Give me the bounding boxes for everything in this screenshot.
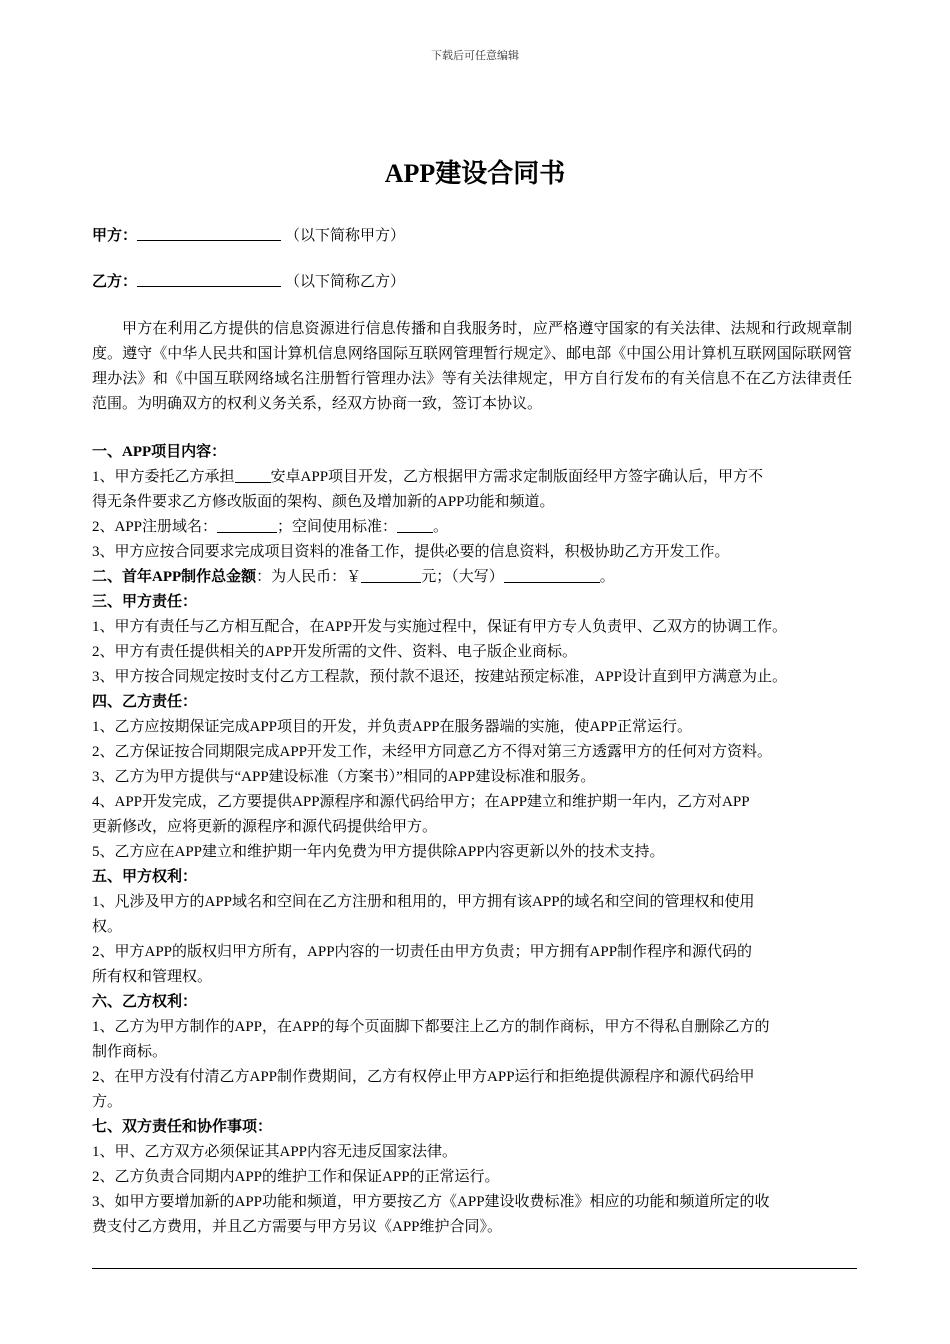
- section-7-item-3-cont: 费支付乙方费用，并且乙方需要与甲方另议《APP维护合同》。: [92, 1219, 503, 1235]
- party-a-line: [92, 224, 405, 247]
- fill-blank: [235, 465, 271, 483]
- text-span: 。: [599, 569, 615, 585]
- section-3-item-1: 1、甲方有责任与乙方相互配合，在APP开发与实施过程中，保证有甲方专人负责甲、乙双方的协调工作。: [92, 619, 788, 635]
- section-7-heading: 七、双方责任和协作事项：: [92, 1119, 273, 1135]
- section-2-heading: 二、首年APP制作总金额: [92, 569, 257, 585]
- space-blank: [397, 515, 433, 533]
- text-span: ；空间使用标准：: [277, 519, 398, 535]
- section-6-item-1: 1、乙方为甲方制作的APP，在APP的每个页面脚下都要注上乙方的制作商标，甲方不得私自删除乙方的: [92, 1019, 770, 1035]
- section-2-line: [92, 565, 867, 590]
- header-note: 下载后可任意编辑: [431, 50, 519, 62]
- party-a-blank: [137, 224, 281, 241]
- text-span: 。: [433, 519, 449, 535]
- section-6-heading: 六、乙方权利：: [92, 994, 198, 1010]
- section-1-item-1-cont: 得无条件要求乙方修改版面的架构、颜色及增加新的APP功能和频道。: [92, 494, 555, 510]
- section-6-item-2: 2、在甲方没有付清乙方APP制作费期间，乙方有权停止甲方APP运行和拒绝提供源程序和源代码给甲: [92, 1069, 755, 1085]
- footer-divider: [92, 1268, 857, 1269]
- section-4-item-1: 1、乙方应按期保证完成APP项目的开发，并负责APP在服务器端的实施，使APP正常运行。: [92, 719, 693, 735]
- amount-words-blank: [504, 565, 600, 583]
- text-span: 1、甲方委托乙方承担: [92, 469, 235, 485]
- section-1-heading: 一、APP项目内容：: [92, 444, 227, 460]
- section-4-item-4: 4、APP开发完成，乙方要提供APP源程序和源代码给甲方；在APP建立和维护期一年内，乙方对APP: [92, 794, 750, 810]
- section-1-item-2: [92, 515, 867, 540]
- section-7-item-3: 3、如甲方要增加新的APP功能和频道，甲方要按乙方《APP建设收费标准》相应的功能和频道所定的收: [92, 1194, 770, 1210]
- section-3-heading: 三、甲方责任：: [92, 594, 198, 610]
- section-1-item-1: [92, 465, 867, 490]
- section-1-item-3: 3、甲方应按合同要求完成项目资料的准备工作，提供必要的信息资料，积极协助乙方开发工作。: [92, 544, 730, 560]
- section-3-item-3: 3、甲方按合同规定按时支付乙方工程款，预付款不退还，按建站预定标准，APP设计直到甲方满意为止。: [92, 669, 788, 685]
- party-b-line: [92, 270, 405, 293]
- section-4-item-3: 3、乙方为甲方提供与“APP建设标准（方案书）”相同的APP建设标准和服务。: [92, 769, 596, 785]
- section-6-item-1-cont: 制作商标。: [92, 1044, 168, 1060]
- section-6-item-2-cont: 方。: [92, 1094, 123, 1110]
- section-5-item-1: 1、凡涉及甲方的APP域名和空间在乙方注册和租用的，甲方拥有该APP的域名和空间的管理权和使用: [92, 894, 755, 910]
- document-title: APP建设合同书: [384, 159, 566, 188]
- section-5-item-2: 2、甲方APP的版权归甲方所有，APP内容的一切责任由甲方负责；甲方拥有APP制作程序和源代码的: [92, 944, 753, 960]
- section-4-item-2: 2、乙方保证按合同期限完成APP开发工作，未经甲方同意乙方不得对第三方透露甲方的任何对方资料。: [92, 744, 773, 760]
- section-7-item-1: 1、甲、乙方双方必须保证其APP内容无违反国家法律。: [92, 1144, 458, 1160]
- party-b-note: （以下简称乙方）: [285, 274, 406, 290]
- party-b-label: 乙方：: [92, 274, 138, 290]
- text-span: ：为人民币：￥: [256, 569, 362, 585]
- section-5-heading: 五、甲方权利：: [92, 869, 198, 885]
- domain-blank: [217, 515, 277, 533]
- section-4-heading: 四、乙方责任：: [92, 694, 198, 710]
- preamble-paragraph: 甲方在利用乙方提供的信息资源进行信息传播和自我服务时，应严格遵守国家的有关法律、法规和行政规章制度。遵守《中华人民共和国计算机信息网络国际互联网管理暂行规定》、邮电部《中国公用计算机互联网国际联网管理办法》和《中国互联网络域名注册暂行管理办法》等有关法律规定，甲方自行发布的有关信息不在乙方法律责任范围。为明确双方的权利义务关系，经双方协商一致，签订本协议。: [92, 321, 852, 412]
- amount-blank: [361, 565, 421, 583]
- text-span: 安卓APP项目开发，乙方根据甲方需求定制版面经甲方签字确认后，甲方不: [270, 469, 764, 485]
- section-4-item-4-cont: 更新修改，应将更新的源程序和源代码提供给甲方。: [92, 819, 438, 835]
- section-3-item-2: 2、甲方有责任提供相关的APP开发所需的文件、资料、电子版企业商标。: [92, 644, 578, 660]
- text-span: 2、APP注册域名：: [92, 519, 218, 535]
- party-a-note: （以下简称甲方）: [285, 228, 406, 244]
- section-7-item-2: 2、乙方负责合同期内APP的维护工作和保证APP的正常运行。: [92, 1169, 500, 1185]
- section-5-item-1-cont: 权。: [92, 919, 123, 935]
- party-b-blank: [137, 270, 281, 287]
- section-4-item-5: 5、乙方应在APP建立和维护期一年内免费为甲方提供除APP内容更新以外的技术支持。: [92, 844, 665, 860]
- text-span: 元；（大写）: [421, 569, 504, 585]
- party-a-label: 甲方：: [92, 228, 138, 244]
- contract-body: [92, 440, 867, 1240]
- section-5-item-2-cont: 所有权和管理权。: [92, 969, 213, 985]
